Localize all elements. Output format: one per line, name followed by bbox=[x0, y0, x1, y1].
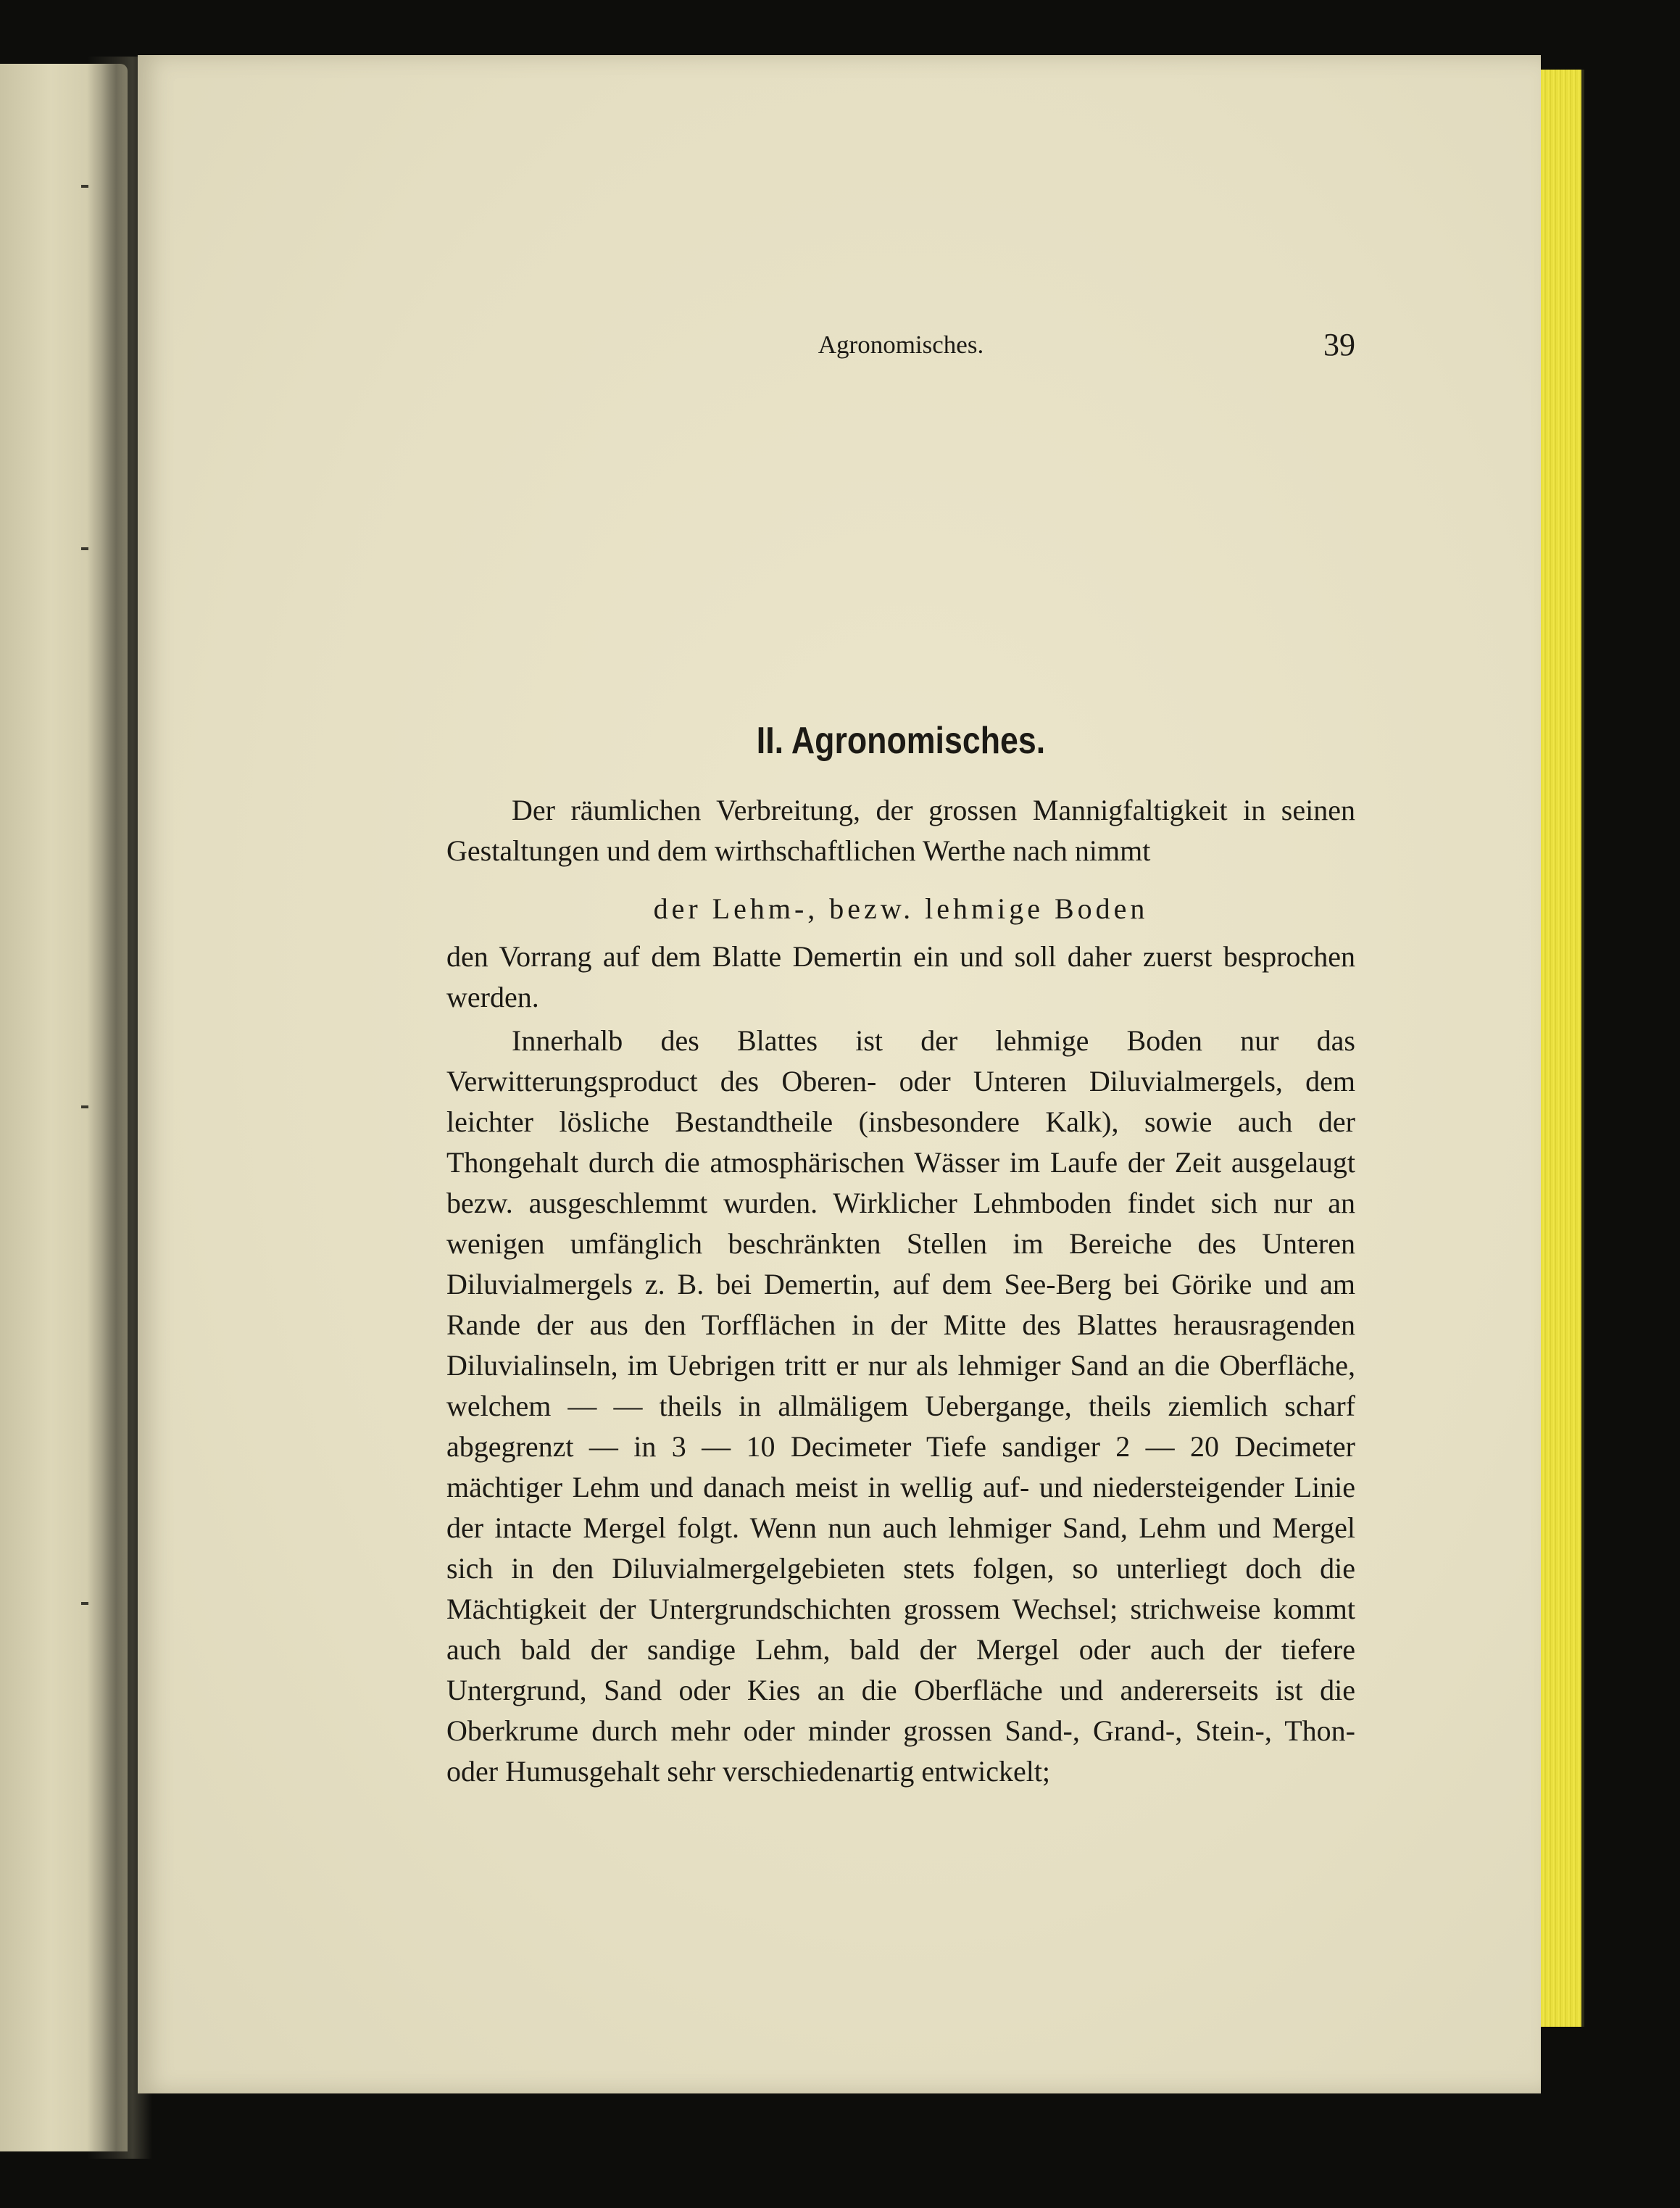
running-header bbox=[446, 327, 1355, 364]
left-page-mark bbox=[81, 185, 88, 188]
section-title: II. Agronomisches. bbox=[756, 720, 1046, 762]
book-page bbox=[138, 55, 1541, 2093]
page-text-block bbox=[446, 327, 1355, 1792]
left-page-mark bbox=[81, 1105, 88, 1108]
page-edges-yellow bbox=[1536, 70, 1584, 2027]
spaced-term: der Lehm-, bezw. lehmige Boden bbox=[653, 892, 1149, 925]
paragraph-intro: Der räumlichen Verbreitung, der grossen Mannigfaltigkeit in seinen Gestaltungen und dem wirthschaftlichen Werthe nach nimmt bbox=[446, 794, 1355, 867]
left-page-mark bbox=[81, 547, 88, 550]
left-page-mark bbox=[81, 1602, 88, 1605]
running-title: Agronomisches. bbox=[818, 331, 984, 359]
page-number: 39 bbox=[1323, 327, 1355, 362]
paragraph-continuation: den Vorrang auf dem Blatte Demertin ein und soll daher zuerst besprochen werden. bbox=[446, 940, 1355, 1013]
paragraph-main: Innerhalb des Blattes ist der lehmige Boden nur das Verwitterungsproduct des Oberen- oder Unteren Diluvialmergels, dem leichter lösliche Bestandtheile (insbesondere Kalk), sowie auch der Thongehalt durch die atmosphärischen Wässer im Laufe der Zeit ausgelaugt bezw. ausgeschlemmt wurden. Wirklicher Lehmboden findet sich nur an wenigen umfänglich beschränkten Stellen im Bereiche des Unteren Diluvialmergels z. B. bei Demertin, auf dem See-Berg bei Görike und am Rande der aus den Torfflächen in der Mitte des Blattes herausragenden Diluvialinseln, im Uebrigen tritt er nur als lehmiger Sand an die Oberfläche, welchem — — theils in allmäligem Uebergange, theils ziemlich scharf abgegrenzt — in 3 — 10 Decimeter Tiefe sandiger 2 — 20 Decimeter mächtiger Lehm und danach meist in wellig auf- und niedersteigender Linie der intacte Mergel folgt. Wenn nun auch lehmiger Sand, Lehm und Mergel sich in den Diluvialmergelgebieten stets folgen, so unterliegt doch die Mächtigkeit der Untergrundschichten grossem Wechsel; strichweise kommt auch bald der sandige Lehm, bald der Mergel oder auch der tiefere Untergrund, Sand oder Kies an die Oberfläche und andererseits ist die Oberkrume durch mehr oder minder grossen Sand-, Grand-, Stein-, Thon- oder Humusgehalt sehr verschiedenartig entwickelt; bbox=[446, 1024, 1355, 1788]
